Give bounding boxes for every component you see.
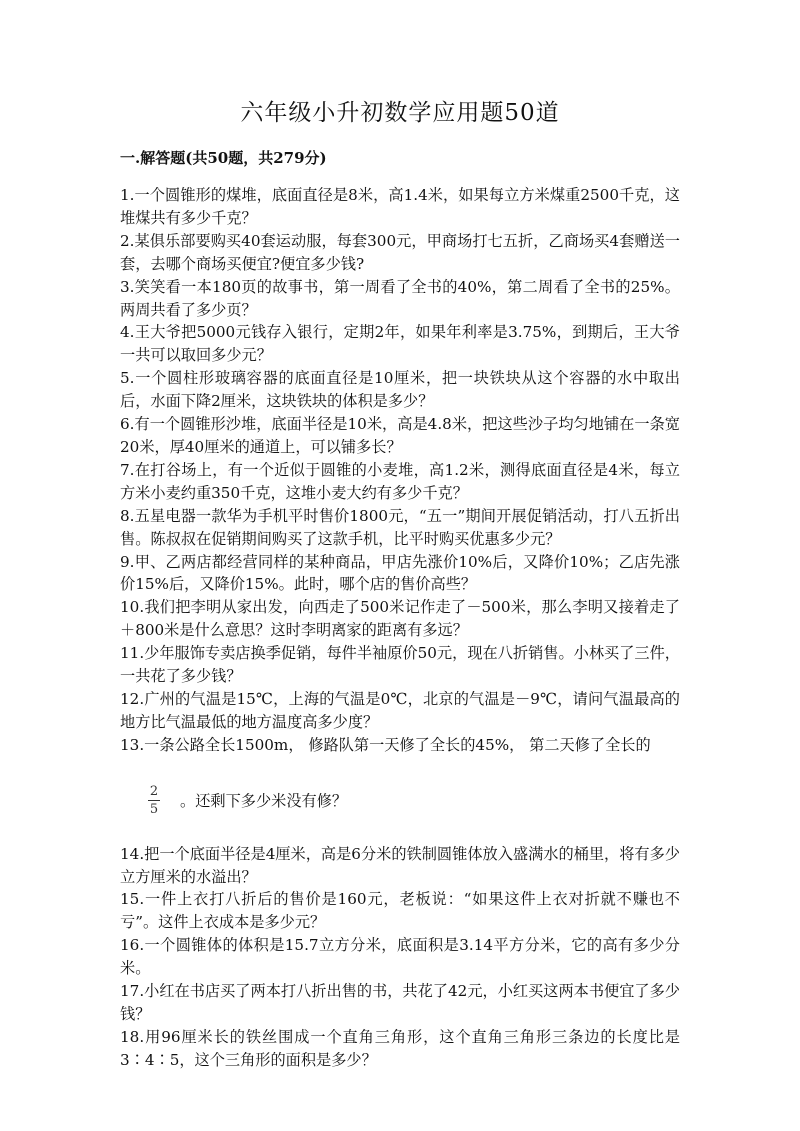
problem-14: 14.把一个底面半径是4厘米，高是6分米的铁制圆锥体放入盛满水的桶里，将有多少立方厘米的水溢出？ xyxy=(120,844,680,886)
problem-list xyxy=(120,184,680,1072)
problem-10: 10.我们把李明从家出发，向西走了500米记作走了－500米，那么李明又接着走了＋800米是什么意思？这时李明离家的距离有多远？ xyxy=(120,598,680,640)
fraction-bar xyxy=(148,800,160,801)
problem-16: 16.一个圆锥体的体积是15.7立方分米，底面积是3.14平方分米，它的高有多少分米。 xyxy=(120,936,680,978)
problem-17: 17.小红在书店买了两本打八折出售的书，共花了42元，小红买这两本书便宜了多少钱？ xyxy=(120,982,680,1023)
problem-13: 13.一条公路全长1500m， 修路队第一天修了全长的45%， 第二天修了全长的 xyxy=(120,735,651,754)
problem-8: 8.五星电器一款华为手机平时售价1800元，“五一”期间开展促销活动，打八五折出售。陈叔叔在促销期间购买了这款手机，比平时购买优惠多少元？ xyxy=(120,506,680,548)
page-title: 六年级小升初数学应用题50道 xyxy=(240,100,560,126)
problem-12: 12.广州的气温是15℃，上海的气温是0℃，北京的气温是－9℃，请问气温最高的地方比气温最低的地方温度高多少度？ xyxy=(120,689,680,731)
problem-13-fraction-line xyxy=(120,781,680,821)
fraction xyxy=(142,784,166,817)
problem-2: 2.某俱乐部要购买40套运动服，每套300元，甲商场打七五折，乙商场买4套赠送一套，去哪个商场买便宜?便宜多少钱? xyxy=(120,231,680,273)
fraction-denominator: 5 xyxy=(149,802,159,818)
problem-11: 11.少年服饰专卖店换季促销，每件半袖原价50元，现在八折销售。小林买了三件，一共花了多少钱？ xyxy=(120,644,680,686)
problem-1: 1.一个圆锥形的煤堆，底面直径是8米，高1.4米，如果每立方米煤重2500千克，这堆煤共有多少千克？ xyxy=(120,186,680,227)
problem-6: 6.有一个圆锥形沙堆，底面半径是10米，高是4.8米，把这些沙子均匀地铺在一条宽20米，厚40厘米的通道上，可以铺多长？ xyxy=(120,415,680,456)
problem-5: 5.一个圆柱形玻璃容器的底面直径是10厘米，把一块铁块从这个容器的水中取出后，水面下降2厘米，这块铁块的体积是多少？ xyxy=(120,369,680,411)
problem-4: 4.王大爷把5000元钱存入银行，定期2年，如果年利率是3.75%，到期后，王大爷一共可以取回多少元？ xyxy=(120,323,680,365)
section-heading: 一.解答题(共50题，共279分) xyxy=(120,149,327,167)
fraction-numerator: 2 xyxy=(149,784,159,800)
problem-13-suffix: 。还剩下多少米没有修？ xyxy=(180,792,348,811)
problem-3: 3.笑笑看一本180页的故事书，第一周看了全书的40%，第二周看了全书的25%。两周共看了多少页？ xyxy=(120,277,680,319)
problem-9: 9.甲、乙两店都经营同样的某种商品，甲店先涨价10%后，又降价10%；乙店先涨价15%后，又降价15%。此时，哪个店的售价高些？ xyxy=(120,552,680,594)
problem-18: 18.用96厘米长的铁丝围成一个直角三角形，这个直角三角形三条边的长度比是3∶4∶5，这个三角形的面积是多少？ xyxy=(120,1027,680,1069)
problem-15: 15.一件上衣打八折后的售价是160元，老板说：“如果这件上衣对折就不赚也不亏”。这件上衣成本是多少元？ xyxy=(120,890,680,932)
problem-7: 7.在打谷场上，有一个近似于圆锥的小麦堆，高1.2米，测得底面直径是4米，每立方米小麦约重350千克，这堆小麦大约有多少千克？ xyxy=(120,460,680,502)
